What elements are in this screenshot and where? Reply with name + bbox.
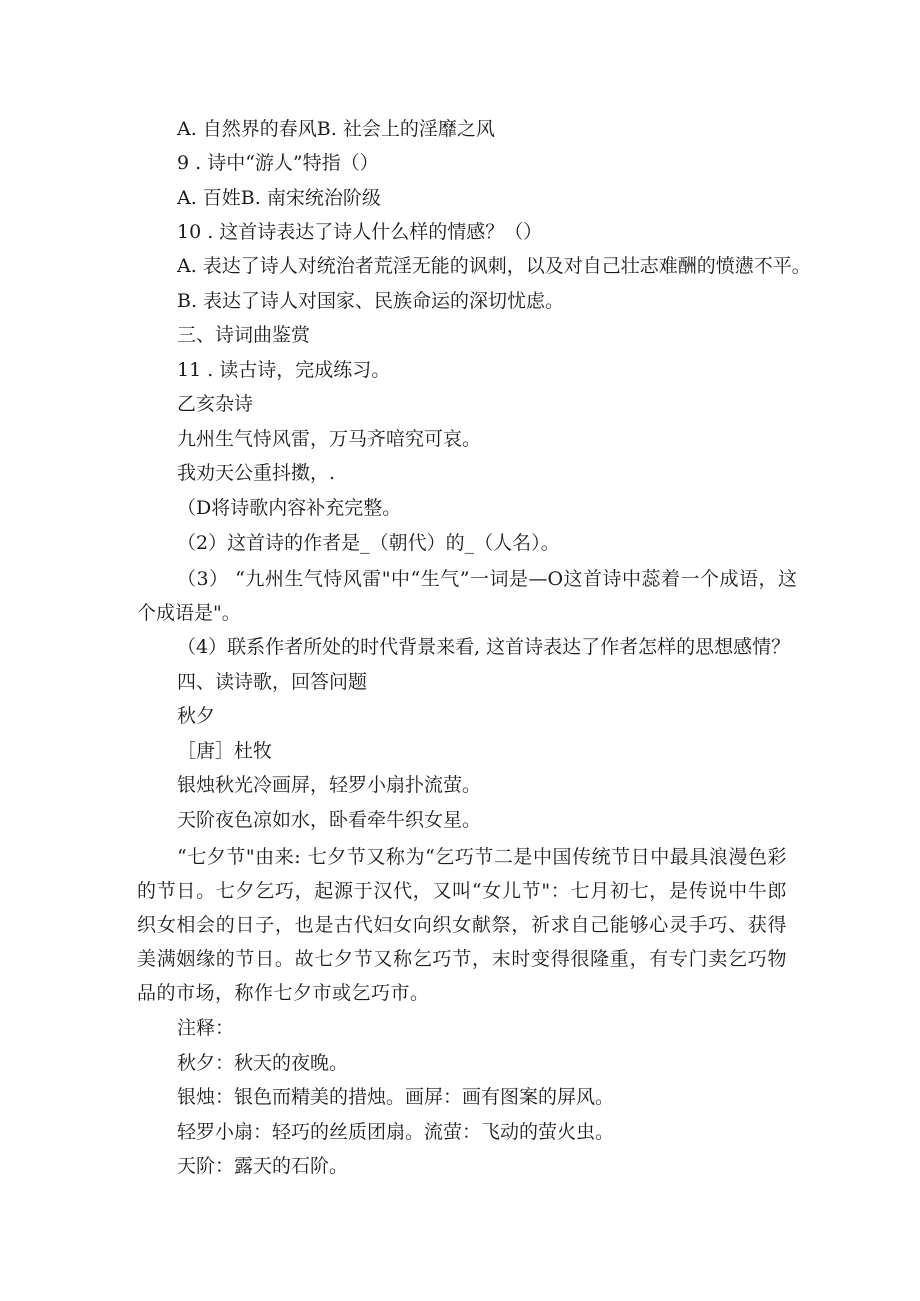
sub-question: （3） “九州生气恃风雷"中“生气”一词是—O这首诗中蕊着一个成语，这个成语是"。 [137,568,797,624]
poem-author: ［唐］杜牧 [177,740,273,762]
poem-line: 天阶夜色凉如水，卧看牵牛织女星。 [177,809,482,831]
question-line: 10 . 这首诗表达了诗人什么样的情感？（） [177,221,543,243]
option-line: A. 自然界的春风B. 社会上的淫靡之风 [177,118,495,140]
option-line: A. 百姓B. 南宋统治阶级 [177,187,381,209]
note-line: 天阶：露天的石阶。 [177,1155,349,1177]
question-line: 9 . 诗中“游人”特指（） [177,152,379,174]
background-paragraph: “七夕节"由来: 七夕节又称为“乞巧节二是中国传统节日中最具浪漫色彩的节日。七夕乞巧，起源于汉代，又叫“女儿节"：七月初七，是传说中牛郎织女相会的日子，也是古代妇女向织女献祭，祈求自己能够心灵手巧、获得美满姻缘的节日。故七夕节又称乞巧节，末时变得很隆重，有专门卖乞巧物品的市场，称作七夕市或乞巧市。 [137,846,787,1004]
poem-line: 我劝天公重抖擞，. [177,462,336,484]
sub-question: （2）这首诗的作者是_（朝代）的_（人名）。 [177,532,560,554]
sub-question: （4）联系作者所处的时代背景来看, 这首诗表达了作者怎样的思想感情？ [177,636,791,658]
poem-title: 乙亥杂诗 [177,393,254,415]
section-heading: 三、诗词曲鉴赏 [177,324,311,346]
section-heading: 四、读诗歌，回答问题 [177,671,368,693]
poem-line: 九州生气恃风雷，万马齐喑究可哀。 [177,428,482,450]
notes-heading: 注释： [177,1017,235,1039]
option-line: A. 表达了诗人对统治者荒淫无能的讽刺，以及对自己壮志难酬的愤懑不平。 [177,255,811,277]
note-line: 银烛：银色而精美的措烛。画屏：画有图案的屏风。 [177,1086,615,1108]
note-line: 轻罗小扇：轻巧的丝质团扇。流萤：飞动的萤火虫。 [177,1121,615,1143]
question-line: 11 . 读古诗，完成练习。 [177,359,391,381]
poem-title: 秋夕 [177,705,216,727]
poem-line: 银烛秋光冷画屏，轻罗小扇扑流萤。 [177,774,482,796]
sub-question: （D将诗歌内容补充完整。 [177,497,402,519]
note-line: 秋夕：秋天的夜晚。 [177,1052,349,1074]
option-line: B. 表达了诗人对国家、民族命运的深切忧虑。 [177,290,565,312]
